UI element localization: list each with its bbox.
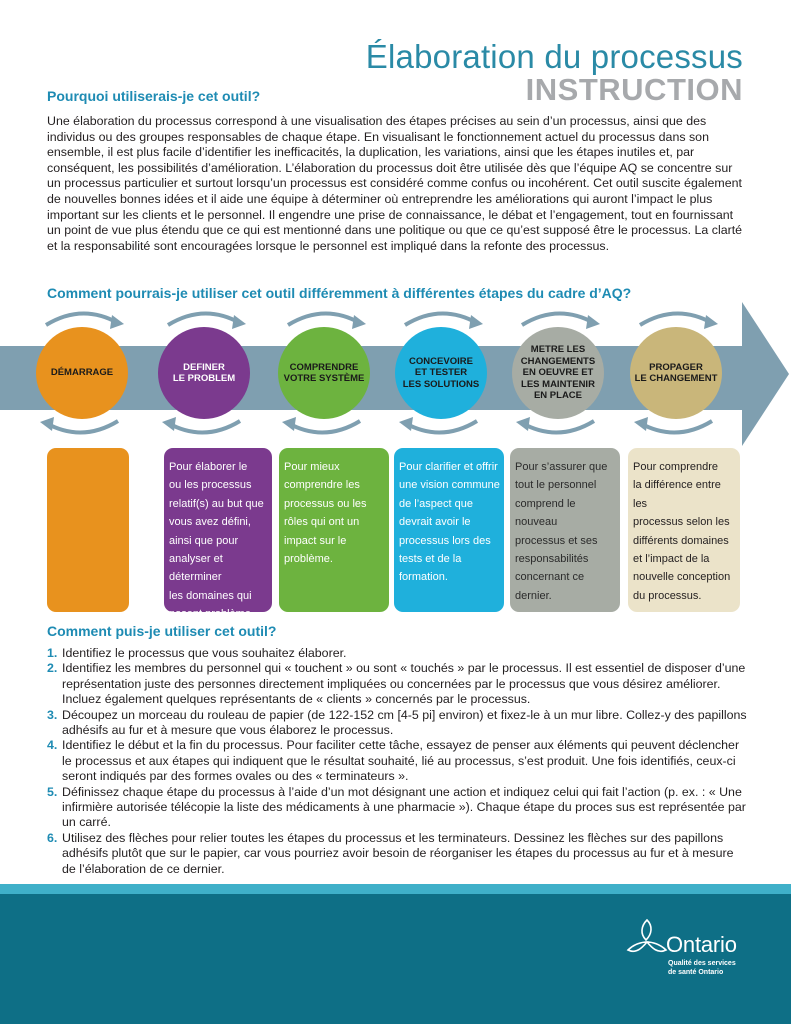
step-number: 5. — [47, 784, 58, 799]
cycle-arrow-bottom — [46, 421, 118, 433]
cycle-arrow-top — [405, 313, 477, 325]
page-title: Élaboration du processus — [365, 38, 743, 75]
step-item — [47, 738, 747, 784]
stage-label: PROPAGER LE CHANGEMENT — [634, 361, 718, 384]
trillium-icon — [624, 916, 670, 962]
step-item — [47, 661, 747, 707]
step-text: Identifiez les membres du personnel qui « touchent » ou sont « touchés » par le processus. Il est essentiel de disposer d’une représentation juste des personnes directement impliquées ou concernées par le processus que vous désirez améliorer. Incluez également quelques représentants de « clients » concernés par le processus. — [62, 661, 746, 707]
cycle-arrow-bottom — [522, 421, 594, 433]
cycle-arrowhead-bottom — [282, 417, 296, 431]
step-text: Découpez un morceau du rouleau de papier (de 122-152 cm [4-5 pi] environ) et fixez-le à un mur libre. Collez-y des papillons adhésifs au fur et à mesure que vous élaborez le processus. — [62, 707, 747, 738]
heading-stages: Comment pourrais-je utiliser cet outil différemment à différentes étapes du cadre d’AQ? — [47, 285, 632, 301]
cycle-arrowhead-bottom — [162, 417, 176, 431]
step-text: Utilisez des flèches pour relier toutes les étapes du processus et les terminateurs. Dessinez les flèches sur des papillons adhésifs plutôt que sur le papier, car vous pourriez avoir besoin de réorganiser les étapes du processus au fur et à mesure de l’élaboration de ce dernier. — [62, 830, 734, 876]
stage-card: Pour élaborer le ou les processus relatif(s) au but que vous avez défini, ainsi que pour analyser et déterminer les domaines qui posent problème. — [164, 448, 272, 612]
stage-label: DÉMARRAGE — [50, 367, 114, 379]
step-item — [47, 708, 747, 739]
cycle-arrow-bottom — [168, 421, 240, 433]
logo-wordmark: Ontario — [666, 932, 737, 957]
intro-paragraph: Une élaboration du processus correspond à une visualisation des étapes précises au sein d’un processus, ainsi que des individus ou des groupes responsables de chaque étape. En visualisant le fonctionnement actuel du processus dans son ensemble, il est plus facile d’identifier les inefficacités, la duplication, les variations, ainsi que les étapes inutiles et, par conséquent, les possibilités d’amélioration. L’élaboration du processus doit être utilisée dès que l’équipe AQ se concentre sur un processus particulier et surtout lorsqu’un processus est considéré comme confus ou incohérent. Cet outil suscite également de nouvelles bonnes idées et il aide une équipe à déterminer où entreprendre les améliorations qui auront l’impact le plus important sur les clients et le personnel. Il engendre une prise de connaissance, le débat et l’engagement, tout en fournissant un point de vue plus étendu que ce qui est mentionné dans une politique ou que ce qu’est supposé être le processus. La clarté et la responsabilité sont encouragées lorsque le personnel est impliqué dans la refonte des processus. — [47, 114, 743, 253]
step-text: Identifiez le processus que vous souhaitez élaborer. — [62, 646, 347, 660]
cycle-arrow-bottom — [405, 421, 477, 433]
step-item — [47, 785, 747, 831]
page-subtitle: INSTRUCTION — [525, 72, 743, 107]
cycle-arrowhead-bottom — [399, 417, 413, 431]
cycle-arrow-bottom — [640, 421, 712, 433]
step-number: 1. — [47, 646, 58, 660]
step-text: Définissez chaque étape du processus à l’aide d’un mot désignant une action et indiquez celui qui fait l’action (p. ex. : « Une infirmière autorisée télécopie la liste des médicaments à une pharmacie »). Chaque étape du proces sus est représentée par un carré. — [62, 784, 746, 830]
step-number: 6. — [47, 830, 58, 845]
step-item — [47, 646, 747, 661]
heading-how: Comment puis-je utiliser cet outil? — [47, 623, 277, 639]
cycle-arrow-top — [288, 313, 360, 325]
stage-label: DEFINER LE PROBLEM — [172, 361, 236, 384]
step-number: 2. — [47, 661, 58, 676]
cycle-arrow-top — [522, 313, 594, 325]
cycle-arrow-bottom — [288, 421, 360, 433]
stage-label: COMPRENDRE VOTRE SYSTÈME — [283, 361, 365, 384]
logo-subtitle: Qualité des services de santé Ontario — [668, 960, 736, 976]
cycle-arrowhead-bottom — [40, 417, 54, 431]
stage-card — [47, 448, 129, 612]
cycle-arrowhead-bottom — [516, 417, 530, 431]
stage-label: CONCEVOIRE ET TESTER LES SOLUTIONS — [402, 355, 480, 390]
cycle-arrowhead-bottom — [634, 417, 648, 431]
stage-card: Pour comprendre la différence entre les processus selon les différents domaines et l’impact de la nouvelle conception du processus. — [628, 448, 740, 612]
footer-accent-band — [0, 884, 791, 894]
stage-card: Pour mieux comprendre les processus ou les rôles qui ont un impact sur le problème. — [279, 448, 389, 612]
stage-card: Pour clarifier et offrir une vision commune de l’aspect que devrait avoir le processus lors des tests et de la formation. — [394, 448, 504, 612]
stage-card: Pour s’assurer que tout le personnel comprend le nouveau processus et ses responsabilités concernant ce dernier. — [510, 448, 620, 612]
step-text: Identifiez le début et la fin du processus. Pour faciliter cette tâche, essayez de penser aux éléments qui peuvent déclencher le processus et aux étapes qui indiquent que le résultat souhaité, lié au processus, s’est produit. Une fois identifiés, ceux-ci seront indiqués par des formes ovales ou des « terminateurs ». — [62, 738, 740, 784]
cycle-arrow-top — [640, 313, 712, 325]
heading-why: Pourquoi utiliserais-je cet outil? — [47, 88, 261, 104]
ontario-logo — [624, 912, 764, 992]
cycle-arrow-top — [168, 313, 240, 325]
step-number: 3. — [47, 707, 58, 722]
step-number: 4. — [47, 738, 58, 753]
steps-list — [47, 646, 747, 877]
cycle-arrow-top — [46, 313, 118, 325]
stage-label: METRE LES CHANGEMENTS EN OEUVRE ET LES MAINTENIR EN PLACE — [520, 344, 596, 402]
step-item — [47, 831, 747, 877]
